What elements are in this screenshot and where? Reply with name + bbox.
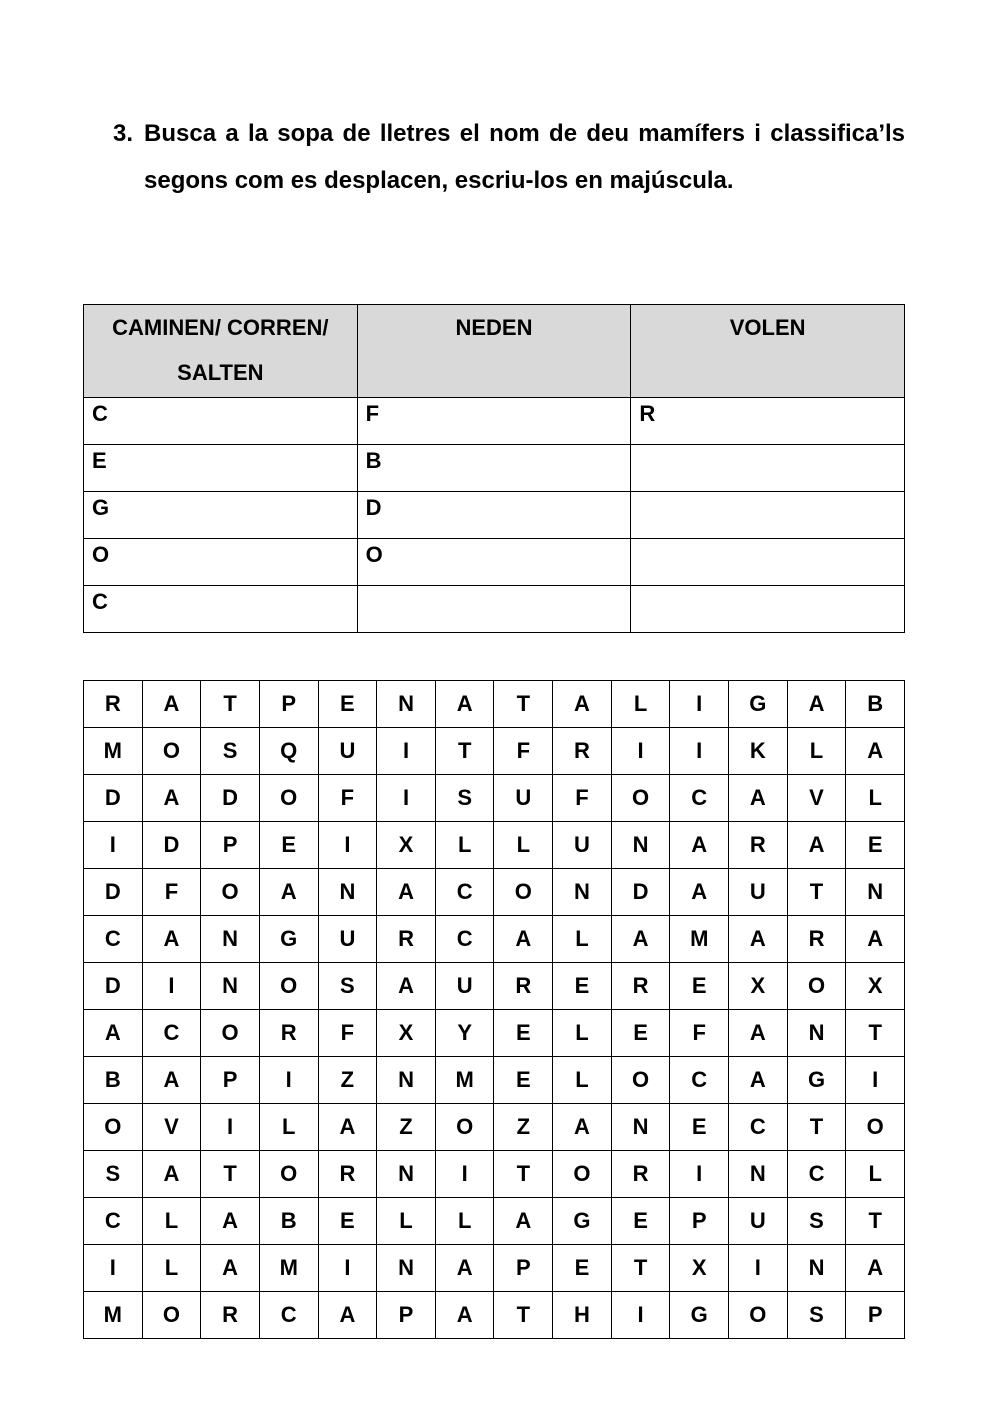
- grid-letter[interactable]: N: [787, 1010, 846, 1057]
- grid-letter[interactable]: T: [201, 1151, 260, 1198]
- grid-letter[interactable]: I: [670, 681, 729, 728]
- answer-cell[interactable]: O: [357, 539, 631, 586]
- grid-letter[interactable]: E: [318, 681, 377, 728]
- grid-letter[interactable]: R: [494, 963, 553, 1010]
- grid-letter[interactable]: E: [259, 822, 318, 869]
- grid-letter[interactable]: U: [494, 775, 553, 822]
- grid-letter[interactable]: P: [377, 1292, 436, 1339]
- grid-letter[interactable]: X: [670, 1245, 729, 1292]
- grid-letter[interactable]: S: [787, 1292, 846, 1339]
- grid-letter[interactable]: R: [84, 681, 143, 728]
- grid-row: [84, 1104, 905, 1151]
- grid-row: [84, 1292, 905, 1339]
- grid-letter[interactable]: G: [729, 681, 788, 728]
- grid-letter[interactable]: N: [846, 869, 905, 916]
- grid-letter[interactable]: L: [553, 1010, 612, 1057]
- grid-letter[interactable]: P: [259, 681, 318, 728]
- grid-letter[interactable]: C: [142, 1010, 201, 1057]
- grid-letter[interactable]: I: [846, 1057, 905, 1104]
- grid-letter[interactable]: L: [435, 822, 494, 869]
- classification-table: [83, 304, 905, 633]
- grid-letter[interactable]: A: [729, 775, 788, 822]
- grid-letter[interactable]: C: [435, 869, 494, 916]
- grid-row: [84, 822, 905, 869]
- grid-letter[interactable]: A: [494, 1198, 553, 1245]
- grid-letter[interactable]: O: [201, 1010, 260, 1057]
- answer-cell[interactable]: R: [631, 398, 905, 445]
- grid-row: [84, 1010, 905, 1057]
- grid-letter[interactable]: N: [201, 963, 260, 1010]
- grid-letter[interactable]: R: [611, 963, 670, 1010]
- grid-letter[interactable]: I: [142, 963, 201, 1010]
- grid-row: [84, 963, 905, 1010]
- grid-letter[interactable]: A: [201, 1198, 260, 1245]
- grid-letter[interactable]: T: [787, 1104, 846, 1151]
- grid-letter[interactable]: N: [201, 916, 260, 963]
- grid-letter[interactable]: G: [553, 1198, 612, 1245]
- grid-letter[interactable]: A: [142, 775, 201, 822]
- grid-row: [84, 681, 905, 728]
- grid-letter[interactable]: N: [611, 1104, 670, 1151]
- grid-letter[interactable]: T: [435, 728, 494, 775]
- grid-letter[interactable]: M: [84, 728, 143, 775]
- grid-letter[interactable]: A: [553, 681, 612, 728]
- grid-letter[interactable]: U: [318, 916, 377, 963]
- grid-letter[interactable]: L: [142, 1245, 201, 1292]
- grid-row: [84, 728, 905, 775]
- grid-letter[interactable]: T: [846, 1198, 905, 1245]
- grid-letter[interactable]: D: [84, 775, 143, 822]
- grid-row: [84, 1245, 905, 1292]
- grid-letter[interactable]: O: [435, 1104, 494, 1151]
- grid-letter[interactable]: A: [377, 869, 436, 916]
- grid-letter[interactable]: N: [318, 869, 377, 916]
- grid-letter[interactable]: C: [435, 916, 494, 963]
- grid-letter[interactable]: I: [729, 1245, 788, 1292]
- grid-letter[interactable]: M: [435, 1057, 494, 1104]
- grid-letter[interactable]: I: [377, 728, 436, 775]
- answer-cell[interactable]: [631, 445, 905, 492]
- grid-letter[interactable]: O: [611, 1057, 670, 1104]
- classification-row: [84, 398, 905, 445]
- answer-cell[interactable]: C: [84, 586, 358, 633]
- grid-letter[interactable]: Z: [377, 1104, 436, 1151]
- grid-letter[interactable]: S: [318, 963, 377, 1010]
- grid-letter[interactable]: R: [377, 916, 436, 963]
- grid-letter[interactable]: S: [787, 1198, 846, 1245]
- answer-cell[interactable]: [357, 586, 631, 633]
- grid-letter[interactable]: F: [670, 1010, 729, 1057]
- grid-letter[interactable]: A: [142, 681, 201, 728]
- answer-cell[interactable]: B: [357, 445, 631, 492]
- grid-letter[interactable]: T: [611, 1245, 670, 1292]
- answer-cell[interactable]: C: [84, 398, 358, 445]
- grid-letter[interactable]: C: [729, 1104, 788, 1151]
- grid-letter[interactable]: O: [259, 1151, 318, 1198]
- grid-letter[interactable]: L: [611, 681, 670, 728]
- header-walk-run-jump: CAMINEN/ CORREN/ SALTEN: [84, 305, 358, 398]
- grid-letter[interactable]: D: [201, 775, 260, 822]
- grid-letter[interactable]: F: [494, 728, 553, 775]
- grid-letter[interactable]: A: [787, 681, 846, 728]
- grid-letter[interactable]: C: [787, 1151, 846, 1198]
- grid-letter[interactable]: T: [494, 681, 553, 728]
- classification-header-row: [84, 305, 905, 398]
- grid-letter[interactable]: B: [84, 1057, 143, 1104]
- grid-letter[interactable]: T: [494, 1292, 553, 1339]
- grid-row: [84, 1057, 905, 1104]
- grid-letter[interactable]: I: [201, 1104, 260, 1151]
- grid-letter[interactable]: A: [670, 869, 729, 916]
- answer-cell[interactable]: D: [357, 492, 631, 539]
- classification-row: [84, 539, 905, 586]
- grid-letter[interactable]: P: [494, 1245, 553, 1292]
- grid-letter[interactable]: A: [142, 1151, 201, 1198]
- answer-cell[interactable]: E: [84, 445, 358, 492]
- grid-row: [84, 1198, 905, 1245]
- grid-letter[interactable]: E: [846, 822, 905, 869]
- grid-letter[interactable]: T: [787, 869, 846, 916]
- grid-letter[interactable]: O: [494, 869, 553, 916]
- word-search-body: [84, 681, 905, 1339]
- classification-row: [84, 586, 905, 633]
- grid-letter[interactable]: S: [84, 1151, 143, 1198]
- grid-letter[interactable]: G: [670, 1292, 729, 1339]
- grid-letter[interactable]: A: [787, 822, 846, 869]
- grid-letter[interactable]: R: [611, 1151, 670, 1198]
- instruction: [113, 110, 905, 204]
- grid-letter[interactable]: P: [201, 1057, 260, 1104]
- grid-letter[interactable]: C: [84, 1198, 143, 1245]
- grid-letter[interactable]: O: [846, 1104, 905, 1151]
- grid-letter[interactable]: I: [670, 1151, 729, 1198]
- grid-letter[interactable]: A: [318, 1104, 377, 1151]
- grid-letter[interactable]: O: [553, 1151, 612, 1198]
- grid-letter[interactable]: M: [84, 1292, 143, 1339]
- grid-letter[interactable]: M: [259, 1245, 318, 1292]
- grid-letter[interactable]: G: [259, 916, 318, 963]
- grid-letter[interactable]: A: [142, 1057, 201, 1104]
- grid-letter[interactable]: L: [494, 822, 553, 869]
- grid-letter[interactable]: D: [611, 869, 670, 916]
- grid-letter[interactable]: A: [494, 916, 553, 963]
- grid-letter[interactable]: L: [435, 1198, 494, 1245]
- grid-letter[interactable]: O: [84, 1104, 143, 1151]
- grid-letter[interactable]: I: [318, 1245, 377, 1292]
- answer-cell[interactable]: [631, 492, 905, 539]
- grid-letter[interactable]: E: [611, 1010, 670, 1057]
- grid-letter[interactable]: N: [553, 869, 612, 916]
- grid-letter[interactable]: Q: [259, 728, 318, 775]
- word-search-grid: [83, 680, 905, 1339]
- grid-letter[interactable]: N: [377, 681, 436, 728]
- grid-letter[interactable]: L: [259, 1104, 318, 1151]
- grid-letter[interactable]: I: [611, 1292, 670, 1339]
- grid-letter[interactable]: A: [259, 869, 318, 916]
- grid-row: [84, 775, 905, 822]
- instruction-text: Busca a la sopa de lletres el nom de deu mamífers i classifica’ls segons com es desplacen, escriu-los en majúscula.: [144, 120, 905, 194]
- grid-letter[interactable]: E: [670, 963, 729, 1010]
- answer-cell[interactable]: F: [357, 398, 631, 445]
- grid-letter[interactable]: X: [846, 963, 905, 1010]
- grid-letter[interactable]: X: [729, 963, 788, 1010]
- grid-letter[interactable]: A: [84, 1010, 143, 1057]
- grid-letter[interactable]: U: [729, 869, 788, 916]
- grid-letter[interactable]: I: [611, 728, 670, 775]
- grid-letter[interactable]: V: [142, 1104, 201, 1151]
- grid-letter[interactable]: S: [201, 728, 260, 775]
- grid-letter[interactable]: T: [846, 1010, 905, 1057]
- grid-letter[interactable]: N: [729, 1151, 788, 1198]
- grid-letter[interactable]: B: [259, 1198, 318, 1245]
- grid-letter[interactable]: O: [611, 775, 670, 822]
- grid-letter[interactable]: O: [259, 963, 318, 1010]
- grid-letter[interactable]: O: [787, 963, 846, 1010]
- grid-letter[interactable]: E: [494, 1057, 553, 1104]
- grid-letter[interactable]: D: [142, 822, 201, 869]
- instruction-number: 3.: [113, 120, 134, 147]
- grid-letter[interactable]: L: [553, 916, 612, 963]
- grid-letter[interactable]: L: [787, 728, 846, 775]
- grid-letter[interactable]: O: [201, 869, 260, 916]
- grid-row: [84, 869, 905, 916]
- grid-letter[interactable]: U: [318, 728, 377, 775]
- grid-letter[interactable]: A: [846, 728, 905, 775]
- grid-letter[interactable]: E: [553, 1245, 612, 1292]
- grid-letter[interactable]: A: [318, 1292, 377, 1339]
- grid-letter[interactable]: L: [846, 775, 905, 822]
- grid-letter[interactable]: A: [729, 1010, 788, 1057]
- classification-row: [84, 492, 905, 539]
- grid-letter[interactable]: P: [846, 1292, 905, 1339]
- grid-letter[interactable]: A: [435, 1292, 494, 1339]
- grid-letter[interactable]: U: [729, 1198, 788, 1245]
- grid-letter[interactable]: K: [729, 728, 788, 775]
- grid-letter[interactable]: Z: [494, 1104, 553, 1151]
- answer-cell[interactable]: [631, 539, 905, 586]
- grid-letter[interactable]: H: [553, 1292, 612, 1339]
- grid-letter[interactable]: A: [611, 916, 670, 963]
- grid-letter[interactable]: T: [201, 681, 260, 728]
- grid-letter[interactable]: L: [553, 1057, 612, 1104]
- grid-letter[interactable]: A: [729, 1057, 788, 1104]
- grid-letter[interactable]: X: [377, 1010, 436, 1057]
- grid-letter[interactable]: E: [553, 963, 612, 1010]
- grid-letter[interactable]: B: [846, 681, 905, 728]
- grid-row: [84, 916, 905, 963]
- grid-letter[interactable]: U: [435, 963, 494, 1010]
- grid-letter[interactable]: R: [259, 1010, 318, 1057]
- grid-letter[interactable]: R: [318, 1151, 377, 1198]
- answer-cell[interactable]: [631, 586, 905, 633]
- grid-letter[interactable]: R: [553, 728, 612, 775]
- grid-letter[interactable]: E: [318, 1198, 377, 1245]
- grid-letter[interactable]: N: [611, 822, 670, 869]
- grid-letter[interactable]: O: [729, 1292, 788, 1339]
- grid-letter[interactable]: C: [84, 916, 143, 963]
- grid-letter[interactable]: A: [846, 1245, 905, 1292]
- grid-letter[interactable]: G: [787, 1057, 846, 1104]
- grid-letter[interactable]: R: [201, 1292, 260, 1339]
- grid-letter[interactable]: M: [670, 916, 729, 963]
- grid-letter[interactable]: E: [670, 1104, 729, 1151]
- header-fly: VOLEN: [631, 305, 905, 398]
- grid-letter[interactable]: O: [142, 1292, 201, 1339]
- grid-letter[interactable]: A: [846, 916, 905, 963]
- answer-cell[interactable]: O: [84, 539, 358, 586]
- grid-letter[interactable]: I: [377, 775, 436, 822]
- grid-letter[interactable]: A: [670, 822, 729, 869]
- grid-letter[interactable]: D: [84, 869, 143, 916]
- grid-letter[interactable]: D: [84, 963, 143, 1010]
- grid-letter[interactable]: A: [201, 1245, 260, 1292]
- grid-letter[interactable]: V: [787, 775, 846, 822]
- grid-letter[interactable]: I: [84, 1245, 143, 1292]
- answer-cell[interactable]: G: [84, 492, 358, 539]
- grid-letter[interactable]: R: [729, 822, 788, 869]
- grid-letter[interactable]: C: [259, 1292, 318, 1339]
- grid-letter[interactable]: P: [670, 1198, 729, 1245]
- grid-letter[interactable]: U: [553, 822, 612, 869]
- classification-body: [84, 398, 905, 633]
- grid-letter[interactable]: Z: [318, 1057, 377, 1104]
- grid-letter[interactable]: F: [553, 775, 612, 822]
- grid-letter[interactable]: A: [729, 916, 788, 963]
- grid-letter[interactable]: A: [377, 963, 436, 1010]
- grid-letter[interactable]: O: [142, 728, 201, 775]
- grid-letter[interactable]: C: [670, 1057, 729, 1104]
- grid-letter[interactable]: N: [377, 1057, 436, 1104]
- grid-letter[interactable]: F: [142, 869, 201, 916]
- grid-letter[interactable]: X: [377, 822, 436, 869]
- grid-letter[interactable]: L: [377, 1198, 436, 1245]
- header-swim: NEDEN: [357, 305, 631, 398]
- grid-letter[interactable]: P: [201, 822, 260, 869]
- grid-row: [84, 1151, 905, 1198]
- grid-letter[interactable]: E: [494, 1010, 553, 1057]
- grid-letter[interactable]: T: [494, 1151, 553, 1198]
- grid-letter[interactable]: A: [553, 1104, 612, 1151]
- grid-letter[interactable]: L: [142, 1198, 201, 1245]
- grid-letter[interactable]: F: [318, 1010, 377, 1057]
- grid-letter[interactable]: O: [259, 775, 318, 822]
- grid-letter[interactable]: N: [377, 1245, 436, 1292]
- grid-letter[interactable]: S: [435, 775, 494, 822]
- grid-letter[interactable]: N: [377, 1151, 436, 1198]
- grid-letter[interactable]: R: [787, 916, 846, 963]
- grid-letter[interactable]: N: [787, 1245, 846, 1292]
- grid-letter[interactable]: I: [670, 728, 729, 775]
- grid-letter[interactable]: C: [670, 775, 729, 822]
- grid-letter[interactable]: A: [142, 916, 201, 963]
- classification-row: [84, 445, 905, 492]
- grid-letter[interactable]: I: [84, 822, 143, 869]
- grid-letter[interactable]: A: [435, 1245, 494, 1292]
- grid-letter[interactable]: I: [435, 1151, 494, 1198]
- grid-letter[interactable]: A: [435, 681, 494, 728]
- grid-letter[interactable]: E: [611, 1198, 670, 1245]
- grid-letter[interactable]: Y: [435, 1010, 494, 1057]
- grid-letter[interactable]: I: [318, 822, 377, 869]
- grid-letter[interactable]: F: [318, 775, 377, 822]
- grid-letter[interactable]: L: [846, 1151, 905, 1198]
- grid-letter[interactable]: I: [259, 1057, 318, 1104]
